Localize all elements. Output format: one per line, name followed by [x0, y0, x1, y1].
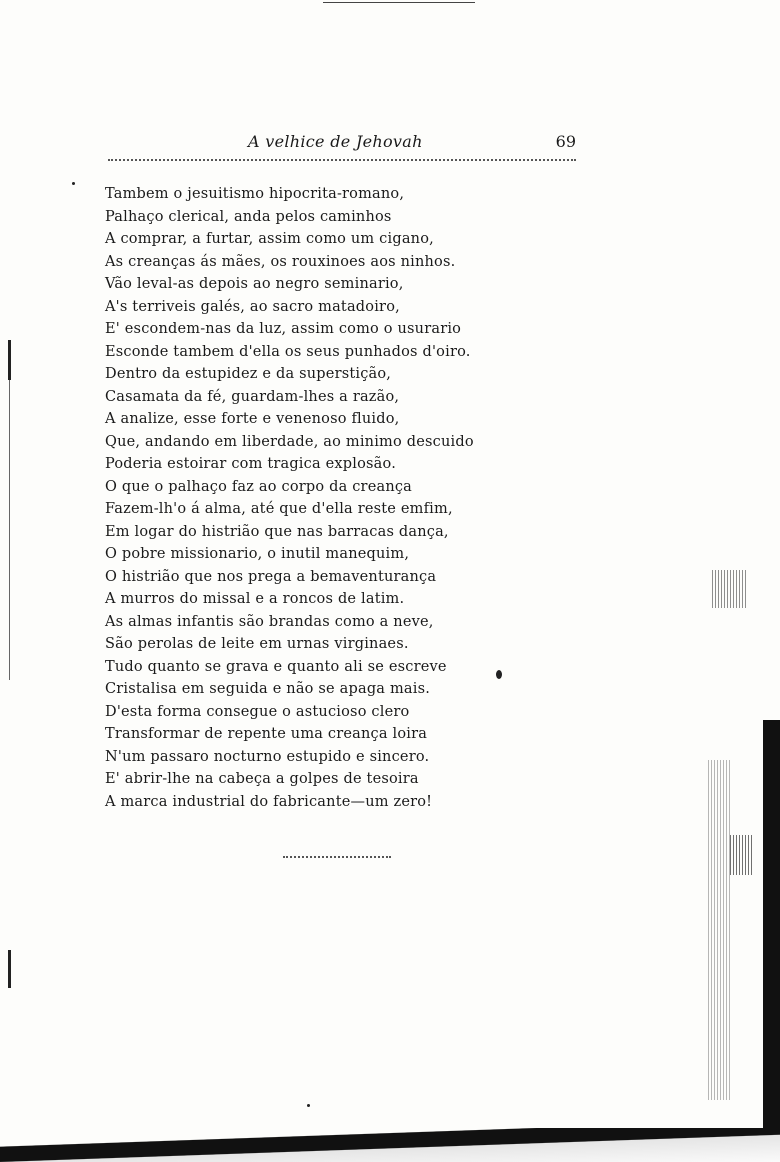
poem-line: E' abrir-lhe na cabeça a golpes de tesoira	[105, 771, 419, 787]
page-edge-shadow	[763, 720, 780, 1162]
poem-line: A's terriveis galés, ao sacro matadoiro,	[105, 298, 400, 315]
running-title: A velhice de Jehovah	[248, 132, 423, 151]
poem-line: As creanças ás mães, os rouxinoes aos ninhos.	[105, 253, 456, 270]
poem-line: Cristalisa em seguida e não se apaga mais.	[105, 681, 431, 697]
poem-line: Em logar do histrião que nas barracas dança,	[105, 523, 449, 540]
end-divider	[283, 856, 391, 858]
poem-line: Fazem-lh'o á alma, até que d'ella reste emfim,	[105, 501, 453, 517]
poem-line: São perolas de leite em urnas virginaes.	[105, 636, 409, 652]
ink-speck	[307, 1104, 310, 1107]
poem-line: Que, andando em liberdade, ao minimo descuido	[105, 433, 474, 450]
poem-line: A analize, esse forte e venenoso fluido,	[105, 411, 400, 427]
page-bottom-edge	[0, 1128, 780, 1162]
poem-line: A murros do missal e a roncos de latim.	[105, 591, 405, 607]
poem-line: A marca industrial do fabricante—um zero!	[105, 793, 433, 810]
poem-line: O histrião que nos prega a bemaventurança	[105, 568, 437, 585]
poem-line: N'um passaro nocturno estupido e sincero.	[105, 748, 430, 765]
poem-line: Transformar de repente uma creança loira	[105, 726, 428, 742]
poem-line: Vão leval-as depois ao negro seminario,	[105, 276, 404, 292]
poem-line: Esconde tambem d'ella os seus punhados d'oiro.	[105, 343, 471, 360]
poem-line: A comprar, a furtar, assim como um cigano,	[105, 231, 434, 247]
ink-speck	[72, 182, 75, 185]
bleed-through-mark	[708, 760, 732, 1100]
poem-text	[105, 183, 525, 813]
poem-line: As almas infantis são brandas como a neve,	[105, 613, 434, 630]
left-margin-mark	[8, 340, 11, 380]
page-header	[108, 130, 578, 156]
poem-line: Dentro da estupidez e da superstição,	[105, 366, 392, 382]
poem-line: Poderia estoirar com tragica explosão.	[105, 456, 397, 472]
bleed-through-mark	[712, 570, 746, 608]
poem-line: E' escondem-nas da luz, assim como o usurario	[105, 321, 462, 337]
ink-speck	[496, 670, 502, 679]
left-margin-line	[9, 380, 10, 680]
poem-line: O que o palhaço faz ao corpo da creança	[105, 478, 413, 495]
top-edge-rule	[323, 2, 475, 3]
page-number: 69	[555, 132, 576, 151]
left-margin-mark	[8, 950, 11, 988]
poem-line: O pobre missionario, o inutil manequim,	[105, 546, 410, 562]
poem-line: Tudo quanto se grava e quanto ali se escreve	[105, 658, 447, 675]
header-divider	[108, 159, 576, 161]
poem-line: Palhaço clerical, anda pelos caminhos	[105, 208, 392, 225]
poem-line: Tambem o jesuitismo hipocrita-romano,	[105, 186, 405, 202]
poem-line: Casamata da fé, guardam-lhes a razão,	[105, 388, 400, 405]
poem-line: D'esta forma consegue o astucioso clero	[105, 703, 410, 720]
bleed-through-mark	[730, 835, 752, 875]
